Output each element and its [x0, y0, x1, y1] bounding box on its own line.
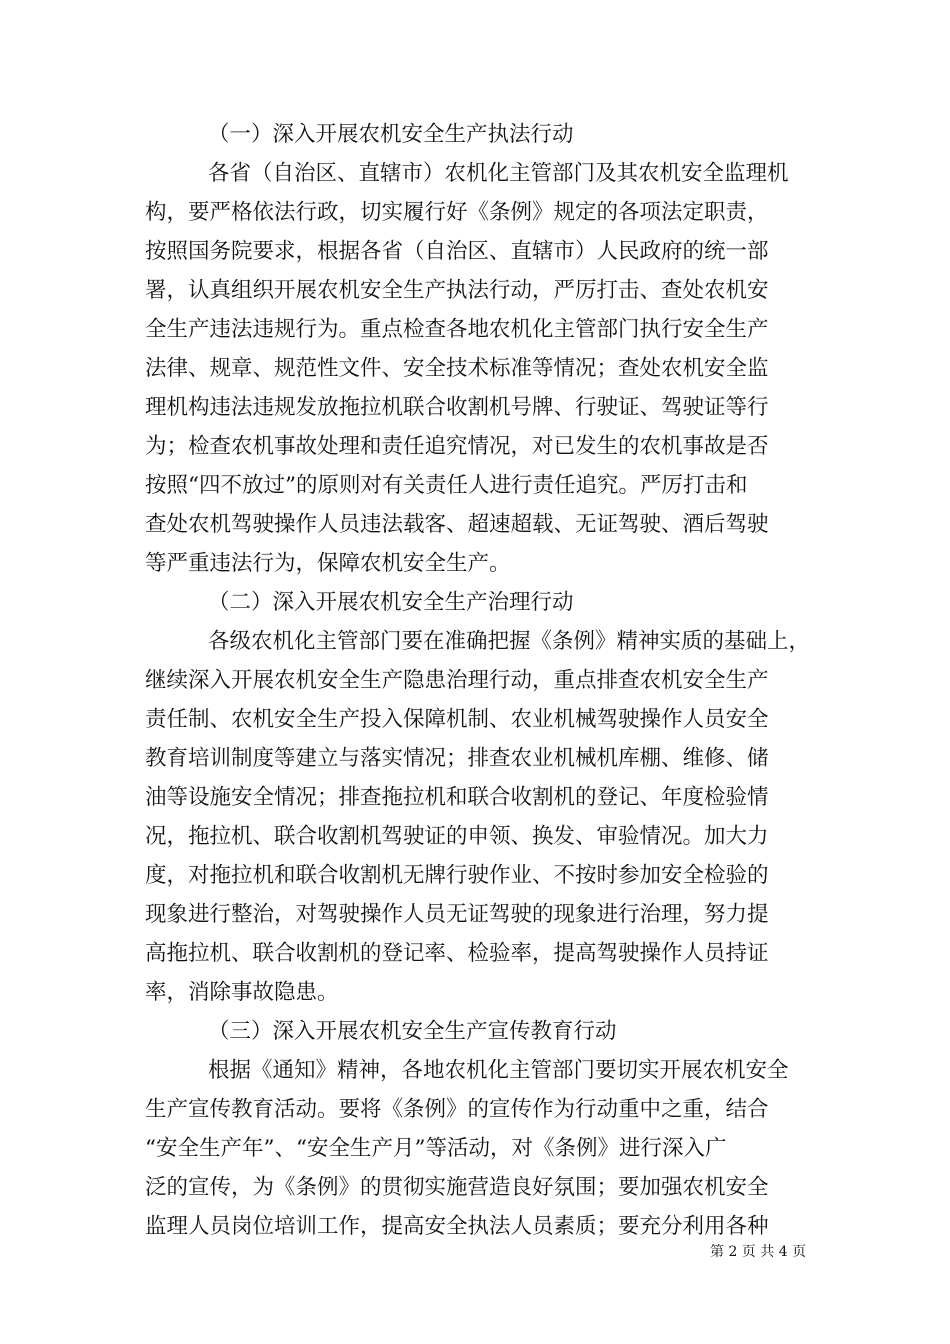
- paragraph-line: 理机构违法违规发放拖拉机联合收割机号牌、行驶证、驾驶证等行: [145, 395, 769, 420]
- paragraph-line: 按照“四不放过”的原则对有关责任人进行责任追究。严厉打击和: [145, 473, 748, 498]
- paragraph-line: 为；检查农机事故处理和责任追究情况，对已发生的农机事故是否: [145, 434, 769, 459]
- page-number-footer: 第 2 页 共 4 页: [710, 1244, 807, 1260]
- paragraph-line: 度，对拖拉机和联合收割机无牌行驶作业、不按时参加安全检验的: [145, 863, 769, 888]
- paragraph-line: 查处农机驾驶操作人员违法载客、超速超载、无证驾驶、酒后驾驶: [145, 512, 769, 537]
- paragraph-line: 教育培训制度等建立与落实情况；排查农业机械机库棚、维修、储: [145, 746, 769, 771]
- paragraph-line: 泛的宣传，为《条例》的贯彻实施营造良好氛围；要加强农机安全: [145, 1175, 769, 1200]
- section-heading-2: （二）深入开展农机安全生产治理行动: [208, 590, 574, 615]
- paragraph-line: 高拖拉机、联合收割机的登记率、检验率，提高驾驶操作人员持证: [145, 941, 769, 966]
- paragraph-line: 各省（自治区、直辖市）农机化主管部门及其农机安全监理机: [208, 161, 789, 186]
- paragraph-line: 责任制、农机安全生产投入保障机制、农业机械驾驶操作人员安全: [145, 707, 769, 732]
- section-heading-1: （一）深入开展农机安全生产执法行动: [208, 122, 574, 147]
- paragraph-line: 各级农机化主管部门要在准确把握《条例》精神实质的基础上，: [208, 629, 811, 654]
- paragraph-line: 现象进行整治，对驾驶操作人员无证驾驶的现象进行治理，努力提: [145, 902, 769, 927]
- paragraph-line: 根据《通知》精神，各地农机化主管部门要切实开展农机安全: [208, 1058, 789, 1083]
- paragraph-line: 全生产违法违规行为。重点检查各地农机化主管部门执行安全生产: [145, 317, 769, 342]
- paragraph-line: 等严重违法行为，保障农机安全生产。: [145, 551, 511, 576]
- paragraph-line: 生产宣传教育活动。要将《条例》的宣传作为行动重中之重，结合: [145, 1097, 769, 1122]
- paragraph-line: 率，消除事故隐患。: [145, 980, 339, 1005]
- paragraph-line: 况，拖拉机、联合收割机驾驶证的申领、换发、审验情况。加大力: [145, 824, 769, 849]
- paragraph-line: 油等设施安全情况；排查拖拉机和联合收割机的登记、年度检验情: [145, 785, 769, 810]
- paragraph-line: 继续深入开展农机安全生产隐患治理行动，重点排查农机安全生产: [145, 668, 769, 693]
- paragraph-line: 署，认真组织开展农机安全生产执法行动，严厉打击、查处农机安: [145, 278, 769, 303]
- paragraph-line: 构，要严格依法行政，切实履行好《条例》规定的各项法定职责，: [145, 200, 769, 225]
- section-heading-3: （三）深入开展农机安全生产宣传教育行动: [208, 1019, 617, 1044]
- paragraph-line: “安全生产年”、“安全生产月”等活动，对《条例》进行深入广: [145, 1136, 727, 1161]
- paragraph-line: 法律、规章、规范性文件、安全技术标准等情况；查处农机安全监: [145, 356, 769, 381]
- paragraph-line: 监理人员岗位培训工作，提高安全执法人员素质；要充分利用各种: [145, 1214, 769, 1239]
- paragraph-line: 按照国务院要求，根据各省（自治区、直辖市）人民政府的统一部: [145, 239, 769, 264]
